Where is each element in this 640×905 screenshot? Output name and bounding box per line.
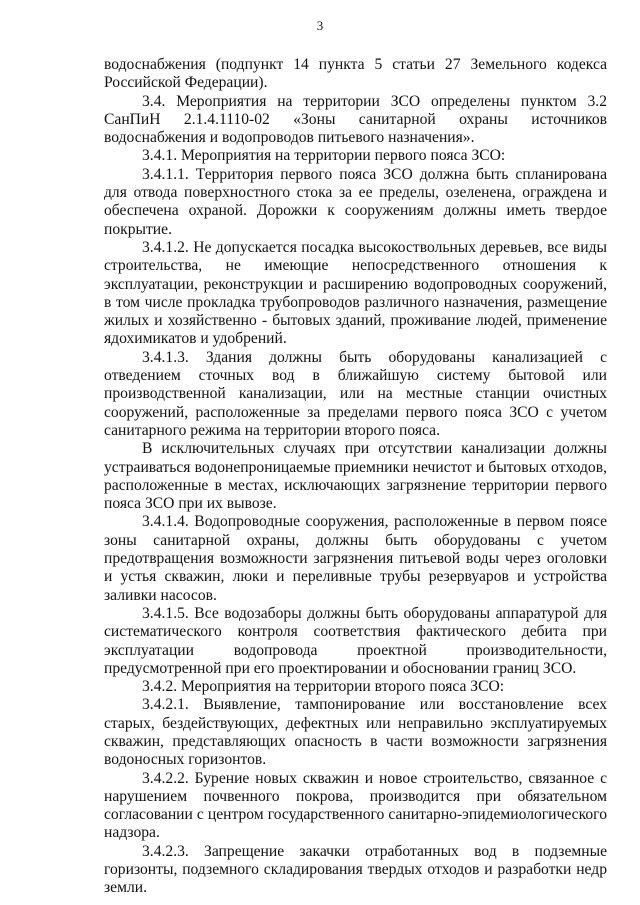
document-body	[104, 56, 607, 898]
paragraph-3-4: 3.4. Мероприятия на территории ЗСО определены пунктом 3.2 СанПиН 2.1.4.1110-02 «Зоны санитарной охраны источников водоснабжения и водопроводов питьевого назначения».	[104, 92, 607, 147]
paragraph-3-4-1-5: 3.4.1.5. Все водозаборы должны быть оборудованы аппаратурой для систематического контроля соответствия фактического дебита при эксплуатации водопровода проектной производительности, предусмотренной при его проектировании и обосновании границ ЗСО.	[104, 604, 607, 677]
paragraph-3-4-1-2: 3.4.1.2. Не допускается посадка высокоствольных деревьев, все виды строительства, не имеющие непосредственного отношения к эксплуатации, реконструкции и расширению водопроводных сооружений, в том числе прокладка трубопроводов различного назначения, размещение жилых и хозяйственно - бытовых зданий, проживание людей, применение ядохимикатов и удобрений.	[104, 238, 607, 348]
paragraph-3-4-1: 3.4.1. Мероприятия на территории первого пояса ЗСО:	[142, 147, 506, 165]
paragraph-3-4-2-3: 3.4.2.3. Запрещение закачки отработанных вод в подземные горизонты, подземного складирования твердых отходов и разработки недр земли.	[104, 842, 607, 897]
paragraph-3-4-2: 3.4.2. Мероприятия на территории второго пояса ЗСО:	[142, 678, 505, 696]
paragraph-3-4-2-1: 3.4.2.1. Выявление, тампонирование или восстановление всех старых, бездействующих, дефектных или неправильно эксплуатируемых скважин, представляющих опасность в части возможности загрязнения водоносных горизонтов.	[104, 696, 607, 769]
paragraph-exceptional-cases: В исключительных случаях при отсутствии канализации должны устраиваться водонепроницаемые приемники нечистот и бытовых отходов, расположенные в местах, исключающих загрязнение территории первого пояса ЗСО при их вывозе.	[104, 440, 607, 513]
paragraph-3-4-1-4: 3.4.1.4. Водопроводные сооружения, расположенные в первом поясе зоны санитарной охраны, должны быть оборудованы с учетом предотвращения возможности загрязнения питьевой воды через оголовки и устья скважин, люки и переливные трубы резервуаров и устройства заливки насосов.	[104, 513, 607, 604]
paragraph-3-4-1-1: 3.4.1.1. Территория первого пояса ЗСО должна быть спланирована для отвода поверхностного стока за ее пределы, озеленена, ограждена и обеспечена охраной. Дорожки к сооружениям должны иметь твердое покрытие.	[104, 165, 607, 238]
page-number: 3	[316, 18, 324, 33]
paragraph-3-4-2-2: 3.4.2.2. Бурение новых скважин и новое строительство, связанное с нарушением почвенного покрова, производится при обязательном согласовании с центром государственного санитарно-эпидемиологического надзора.	[104, 769, 607, 842]
paragraph-3-4-1-3: 3.4.1.3. Здания должны быть оборудованы канализацией с отведением сточных вод в ближайшую систему бытовой или производственной канализации, или на местные станции очистных сооружений, расположенные за пределами первого пояса ЗСО с учетом санитарного режима на территории второго пояса.	[104, 348, 607, 439]
paragraph-continuation: водоснабжения (подпункт 14 пункта 5 статьи 27 Земельного кодекса Российской Федерации).	[104, 56, 607, 92]
